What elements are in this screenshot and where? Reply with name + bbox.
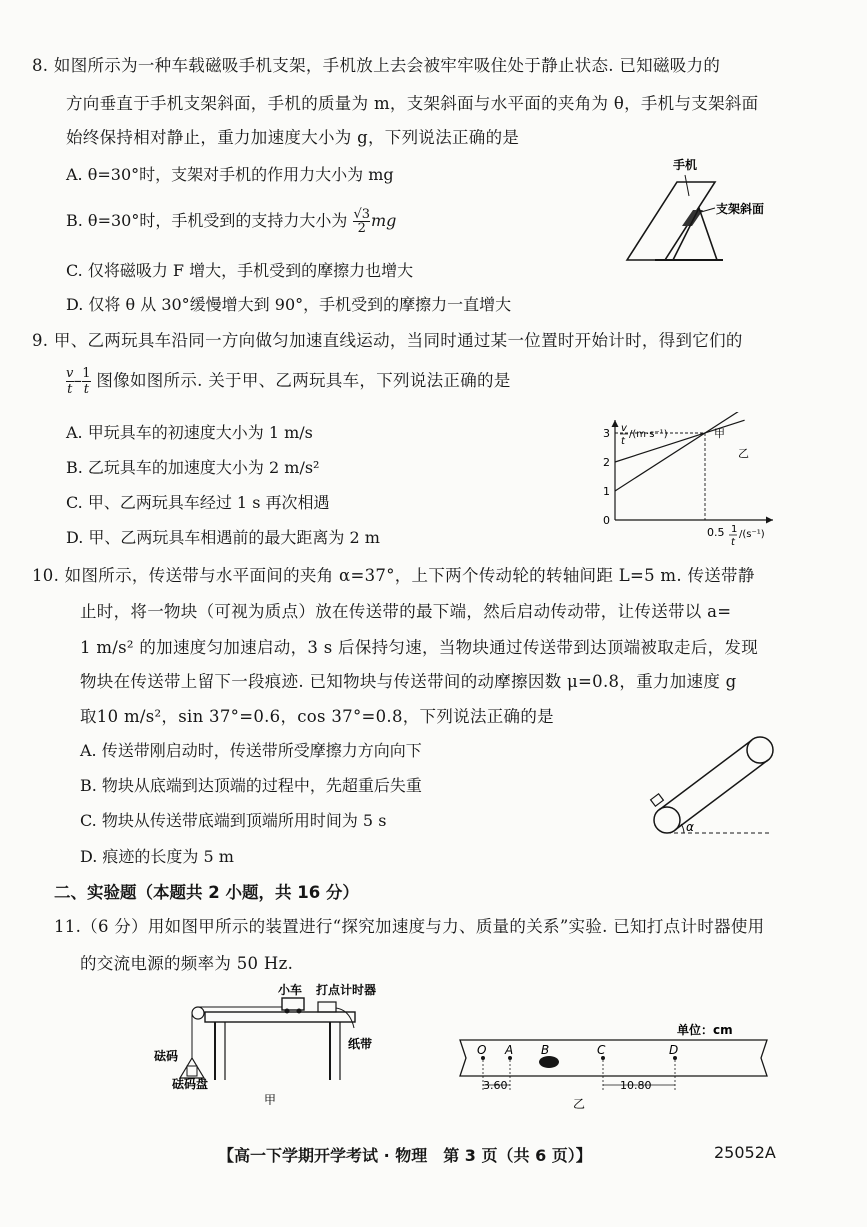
distance-oa: 3.60 bbox=[483, 1079, 508, 1092]
exam-code: 25052A bbox=[714, 1143, 776, 1162]
pulley bbox=[192, 1007, 204, 1019]
q10-option-d: D. 痕迹的长度为 5 m bbox=[80, 847, 234, 866]
q11-line2: 的交流电源的频率为 50 Hz. bbox=[80, 954, 294, 973]
y-label-v: v bbox=[621, 423, 627, 434]
cart bbox=[282, 998, 304, 1010]
q9-option-b: B. 乙玩具车的加速度大小为 2 m/s² bbox=[66, 458, 320, 477]
cart-label: 小车 bbox=[278, 983, 303, 997]
support-label: 支架斜面 bbox=[716, 202, 765, 216]
y-tick-label: 1 bbox=[603, 485, 610, 498]
x-axis-unit: /(s⁻¹) bbox=[739, 529, 765, 540]
series-label-jia: 甲 bbox=[714, 427, 725, 440]
conveyor-belt-figure bbox=[640, 730, 780, 840]
one-over-t-fraction: $\frac{1}{t}$ bbox=[82, 366, 91, 397]
q9-line2: $\frac{v}{t}$ – $\frac{1}{t}$ 图像如图所示. 关于甲、乙两玩具车，下列说法正确的是 bbox=[66, 366, 511, 397]
section-2-heading: 二、实验题（本题共 2 小题，共 16 分） bbox=[54, 883, 359, 902]
figure-jia-label: 甲 bbox=[264, 1093, 277, 1105]
x-label-1: 1 bbox=[731, 524, 738, 535]
phone-holder-figure bbox=[615, 150, 835, 275]
q8-option-a: A. θ=30°时，支架对手机的作用力大小为 mg bbox=[66, 165, 394, 184]
point-b: B bbox=[541, 1043, 550, 1057]
distance-cd: 10.80 bbox=[620, 1079, 652, 1092]
v-t-chart bbox=[595, 412, 785, 562]
series-label-yi: 乙 bbox=[738, 447, 749, 460]
weight-tray bbox=[180, 1058, 204, 1078]
x-tick-label: 0.5 bbox=[707, 526, 725, 539]
q10-line5: 取10 m/s²，sin 37°=0.6，cos 37°=0.8，下列说法正确的是 bbox=[80, 707, 554, 726]
apparatus-figure-jia bbox=[140, 980, 420, 1105]
q10-line4: 物块在传送带上留下一段痕迹. 已知物块与传送带间的动摩擦因数 μ=0.8，重力加速度 g bbox=[80, 672, 737, 691]
q8-option-b bbox=[66, 208, 396, 235]
tape-label: 纸带 bbox=[348, 1037, 373, 1051]
q10-option-a: A. 传送带刚启动时，传送带所受摩擦力方向向下 bbox=[80, 741, 422, 760]
timer-label: 打点计时器 bbox=[316, 983, 377, 997]
weight bbox=[187, 1066, 197, 1076]
figure-yi-label: 乙 bbox=[573, 1097, 586, 1111]
page-footer: 【高一下学期开学考试 · 物理 第 3 页（共 6 页）】 bbox=[218, 1146, 592, 1165]
y-tick-label: 2 bbox=[603, 456, 610, 469]
q10-line3: 1 m/s² 的加速度匀加速启动，3 s 后保持匀速，当物块通过传送带到达顶端被取走后，发现 bbox=[80, 638, 759, 657]
q8-option-c: C. 仅将磁吸力 F 增大，手机受到的摩擦力也增大 bbox=[66, 261, 414, 280]
q11-line1: 11.（6 分）用如图甲所示的装置进行“探究加速度与力、质量的关系”实验. 已知打点计时器使用 bbox=[54, 917, 765, 936]
q9-line1: 9. 甲、乙两玩具车沿同一方向做匀加速直线运动，当同时通过某一位置时开始计时，得到它们的 bbox=[32, 331, 743, 350]
q9-option-c: C. 甲、乙两玩具车经过 1 s 再次相遇 bbox=[66, 493, 330, 512]
point-d: D bbox=[669, 1043, 679, 1057]
point-a: A bbox=[505, 1043, 514, 1057]
q8-option-b-unit: mg bbox=[371, 211, 397, 230]
q8-line3: 始终保持相对静止，重力加速度大小为 g，下列说法正确的是 bbox=[66, 128, 520, 147]
ink-blot bbox=[539, 1056, 559, 1068]
q8-option-b-text: B. θ=30°时，手机受到的支持力大小为 bbox=[66, 211, 348, 230]
v-over-t-fraction: $\frac{v}{t}$ bbox=[66, 366, 74, 397]
series-line-jia bbox=[615, 412, 745, 491]
q9-line2-text: 图像如图所示. 关于甲、乙两玩具车，下列说法正确的是 bbox=[96, 371, 511, 390]
y-tick-label: 0 bbox=[603, 514, 610, 527]
q9-option-d: D. 甲、乙两玩具车相遇前的最大距离为 2 m bbox=[66, 528, 380, 547]
point-c: C bbox=[597, 1043, 606, 1057]
holder-stand bbox=[673, 208, 717, 260]
x-label-t: t bbox=[731, 537, 735, 548]
q8-line2: 方向垂直于手机支架斜面，手机的质量为 m，支架斜面与水平面的夹角为 θ，手机与支架斜面 bbox=[66, 94, 759, 113]
tape-figure-yi bbox=[455, 1020, 775, 1112]
q8-option-d: D. 仅将 θ 从 30°缓慢增大到 90°，手机受到的摩擦力一直增大 bbox=[66, 295, 512, 314]
q8-line1: 8. 如图所示为一种车载磁吸手机支架，手机放上去会被牢牢吸住处于静止状态. 已知磁吸力的 bbox=[32, 56, 721, 75]
tray-label: 砝码盘 bbox=[172, 1077, 209, 1091]
timer bbox=[318, 1002, 336, 1012]
point-o: O bbox=[477, 1043, 487, 1057]
q9-option-a: A. 甲玩具车的初速度大小为 1 m/s bbox=[66, 423, 313, 442]
block bbox=[651, 794, 664, 806]
y-axis-unit: /(m·s⁻¹) bbox=[629, 429, 668, 440]
series-line-yi bbox=[615, 420, 745, 462]
y-tick-label: 3 bbox=[603, 427, 610, 440]
unit-label: 单位：cm bbox=[677, 1023, 733, 1037]
phone-shape bbox=[627, 182, 715, 260]
weight-label: 砝码 bbox=[154, 1049, 179, 1063]
alpha-label: α bbox=[686, 820, 694, 834]
phone-label: 手机 bbox=[673, 158, 698, 172]
sqrt3-over-2-fraction: $\frac{√3}{2}$ bbox=[353, 207, 370, 236]
y-label-t: t bbox=[621, 436, 625, 447]
q10-line2: 止时，将一物块（可视为质点）放在传送带的最下端，然后启动传动带，让传送带以 a= bbox=[80, 602, 732, 621]
q10-option-c: C. 物块从传送带底端到顶端所用时间为 5 s bbox=[80, 811, 387, 830]
q10-option-b: B. 物块从底端到达顶端的过程中，先超重后失重 bbox=[80, 776, 422, 795]
q10-line1: 10. 如图所示，传送带与水平面间的夹角 α=37°，上下两个传动轮的转轴间距 L=5 m. 传送带静 bbox=[32, 566, 755, 585]
